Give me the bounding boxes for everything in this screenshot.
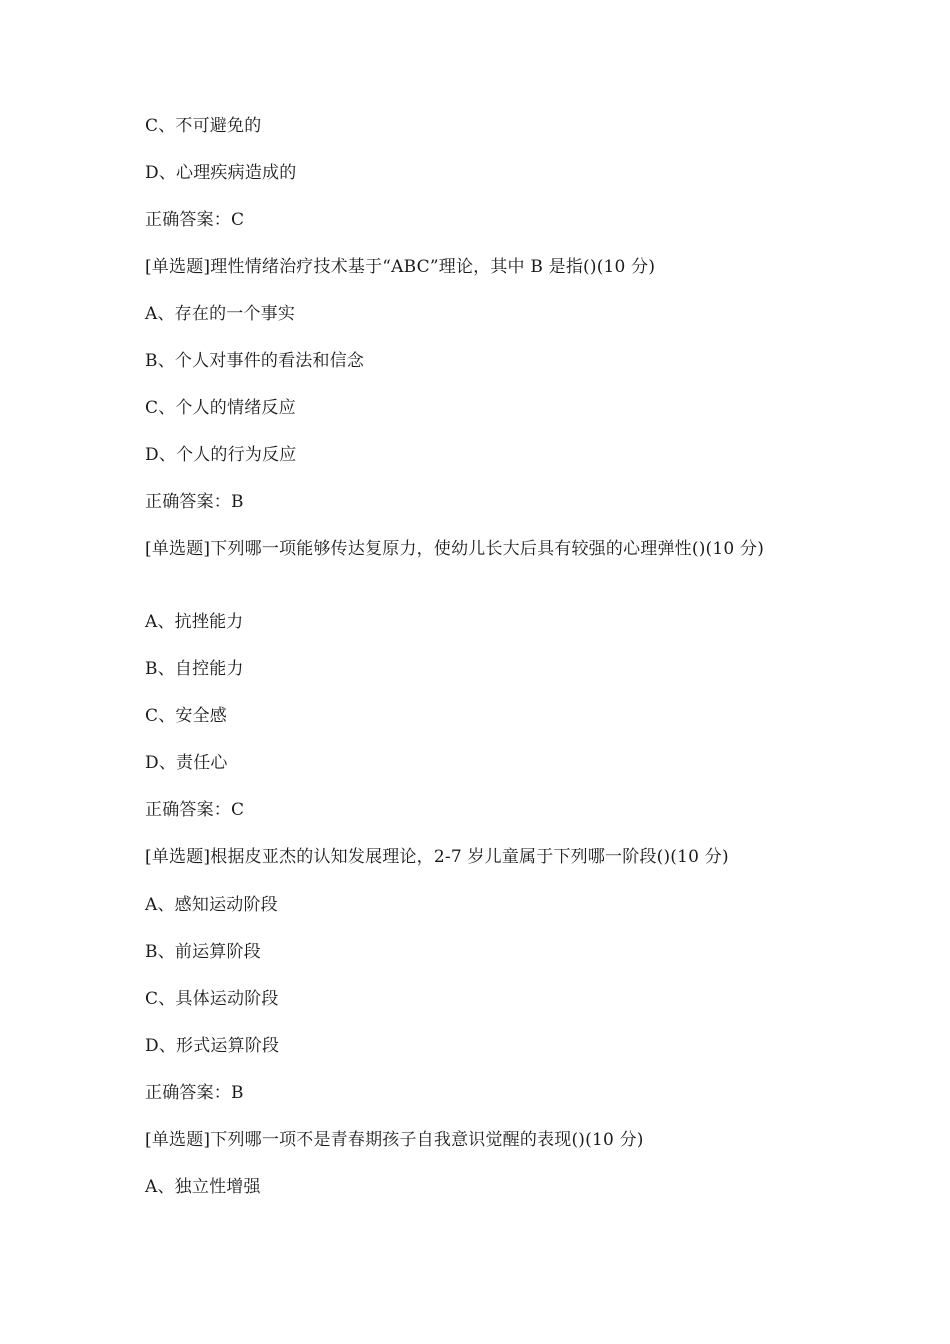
option-a: A、存在的一个事实 bbox=[145, 304, 296, 324]
option-d: D、责任心 bbox=[145, 753, 228, 773]
option-c: C、不可避免的 bbox=[145, 116, 262, 136]
option-b: B、前运算阶段 bbox=[145, 942, 261, 962]
option-c: C、安全感 bbox=[145, 706, 228, 726]
option-c: C、个人的情绪反应 bbox=[145, 398, 296, 418]
option-d: D、个人的行为反应 bbox=[145, 445, 297, 465]
question-text: [单选题]理性情绪治疗技术基于“ABC”理论，其中 B 是指()(10 分) bbox=[145, 257, 656, 277]
correct-answer: 正确答案：C bbox=[145, 800, 245, 820]
question-text: [单选题]根据皮亚杰的认知发展理论，2-7 岁儿童属于下列哪一阶段()(10 分) bbox=[145, 847, 729, 867]
correct-answer: 正确答案：B bbox=[145, 492, 244, 512]
option-c: C、具体运动阶段 bbox=[145, 989, 279, 1009]
correct-answer: 正确答案：B bbox=[145, 1083, 244, 1103]
option-a: A、抗挫能力 bbox=[145, 612, 244, 632]
correct-answer: 正确答案：C bbox=[145, 210, 245, 230]
option-a: A、感知运动阶段 bbox=[145, 895, 278, 915]
option-b: B、自控能力 bbox=[145, 659, 244, 679]
option-d: D、形式运算阶段 bbox=[145, 1036, 280, 1056]
question-text: [单选题]下列哪一项能够传达复原力，使幼儿长大后具有较强的心理弹性()(10 分) bbox=[145, 539, 765, 559]
option-b: B、个人对事件的看法和信念 bbox=[145, 351, 365, 371]
option-a: A、独立性增强 bbox=[145, 1177, 261, 1197]
option-d: D、心理疾病造成的 bbox=[145, 163, 297, 183]
question-text: [单选题]下列哪一项不是青春期孩子自我意识觉醒的表现()(10 分) bbox=[145, 1130, 644, 1150]
